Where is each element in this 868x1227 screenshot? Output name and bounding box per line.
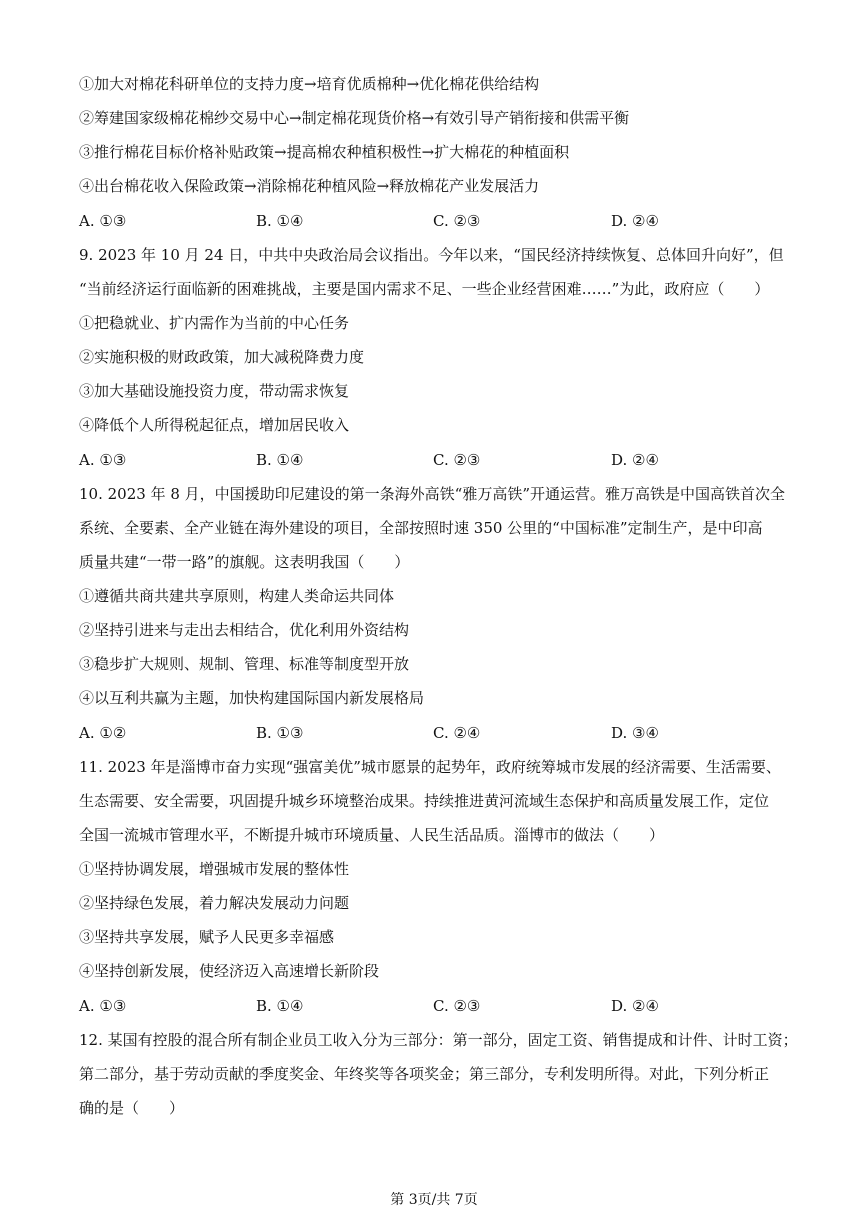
q9-option-d: D. ②④ (611, 451, 659, 469)
q10-item-3: ③稳步扩大规则、规制、管理、标准等制度型开放 (79, 655, 410, 673)
page-number-footer: 第 3页/共 7页 (390, 1192, 478, 1208)
q10-stem-line-3: 质量共建“一带一路”的旗舰。这表明我国（ ） (79, 553, 410, 571)
q8-option-b: B. ①④ (256, 212, 304, 230)
q10-option-d: D. ③④ (611, 724, 659, 742)
q8-options (79, 206, 799, 236)
q9-item-2: ②实施积极的财政政策，加大减税降费力度 (79, 348, 365, 366)
q9-item-3: ③加大基础设施投资力度，带动需求恢复 (79, 382, 350, 400)
q9-item-1: ①把稳就业、扩内需作为当前的中心任务 (79, 314, 350, 332)
q11-stem-line-2: 生态需要、安全需要，巩固提升城乡环境整治成果。持续推进黄河流域生态保护和高质量发展工作，定位 (79, 792, 770, 810)
q8-option-d: D. ②④ (611, 212, 659, 230)
q11-option-b: B. ①④ (256, 997, 304, 1015)
q8-item-1: ①加大对棉花科研单位的支持力度→培育优质棉种→优化棉花供给结构 (79, 75, 540, 93)
q9-stem-line-1: 9. 2023 年 10 月 24 日，中共中央政治局会议指出。今年以来，“国民经济持续恢复、总体回升向好”，但 (79, 246, 784, 264)
q12-stem-line-1: 12. 某国有控股的混合所有制企业员工收入分为三部分：第一部分，固定工资、销售提成和计件、计时工资； (79, 1031, 798, 1049)
q8-item-2: ②筹建国家级棉花棉纱交易中心→制定棉花现货价格→有效引导产销衔接和供需平衡 (79, 109, 630, 127)
q11-item-2: ②坚持绿色发展，着力解决发展动力问题 (79, 894, 350, 912)
q12-stem-line-3: 确的是（ ） (79, 1099, 185, 1117)
q11-item-4: ④坚持创新发展，使经济迈入高速增长新阶段 (79, 962, 380, 980)
q11-option-d: D. ②④ (611, 997, 659, 1015)
q11-stem-line-1: 11. 2023 年是淄博市奋力实现“强富美优”城市愿景的起势年，政府统筹城市发展的经济需要、生活需要、 (79, 758, 781, 776)
q10-option-b: B. ①③ (256, 724, 304, 742)
q8-item-4: ④出台棉花收入保险政策→消除棉花种植风险→释放棉花产业发展活力 (79, 177, 540, 195)
q10-item-1: ①遵循共商共建共享原则，构建人类命运共同体 (79, 587, 395, 605)
q9-item-4: ④降低个人所得税起征点，增加居民收入 (79, 416, 350, 434)
q11-stem-line-3: 全国一流城市管理水平，不断提升城市环境质量、人民生活品质。淄博市的做法（ ） (79, 826, 665, 844)
q10-item-4: ④以互利共赢为主题，加快构建国际国内新发展格局 (79, 689, 425, 707)
q10-stem-line-1: 10. 2023 年 8 月，中国援助印尼建设的第一条海外高铁“雅万高铁”开通运营。雅万高铁是中国高铁首次全 (79, 485, 785, 503)
q8-item-3: ③推行棉花目标价格补贴政策→提高棉农种植积极性→扩大棉花的种植面积 (79, 143, 570, 161)
q9-stem-line-2: “当前经济运行面临新的困难挑战，主要是国内需求不足、一些企业经营困难……”为此，政府应（ ） (79, 280, 770, 298)
q11-item-3: ③坚持共享发展，赋予人民更多幸福感 (79, 928, 335, 946)
q10-options (79, 718, 799, 748)
q9-option-a: A. ①③ (79, 451, 127, 469)
q10-option-c: C. ②④ (433, 724, 481, 742)
q10-item-2: ②坚持引进来与走出去相结合，优化利用外资结构 (79, 621, 410, 639)
q10-option-a: A. ①② (79, 724, 127, 742)
q8-option-a: A. ①③ (79, 212, 127, 230)
q9-options (79, 445, 799, 475)
q11-option-a: A. ①③ (79, 997, 127, 1015)
q10-stem-line-2: 系统、全要素、全产业链在海外建设的项目，全部按照时速 350 公里的“中国标准”定制生产，是中印高 (79, 519, 763, 537)
q11-options (79, 991, 799, 1021)
q9-option-c: C. ②③ (433, 451, 481, 469)
q8-option-c: C. ②③ (433, 212, 481, 230)
q11-option-c: C. ②③ (433, 997, 481, 1015)
q12-stem-line-2: 第二部分，基于劳动贡献的季度奖金、年终奖等各项奖金；第三部分，专利发明所得。对此，下列分析正 (79, 1065, 770, 1083)
q11-item-1: ①坚持协调发展，增强城市发展的整体性 (79, 860, 350, 878)
q9-option-b: B. ①④ (256, 451, 304, 469)
